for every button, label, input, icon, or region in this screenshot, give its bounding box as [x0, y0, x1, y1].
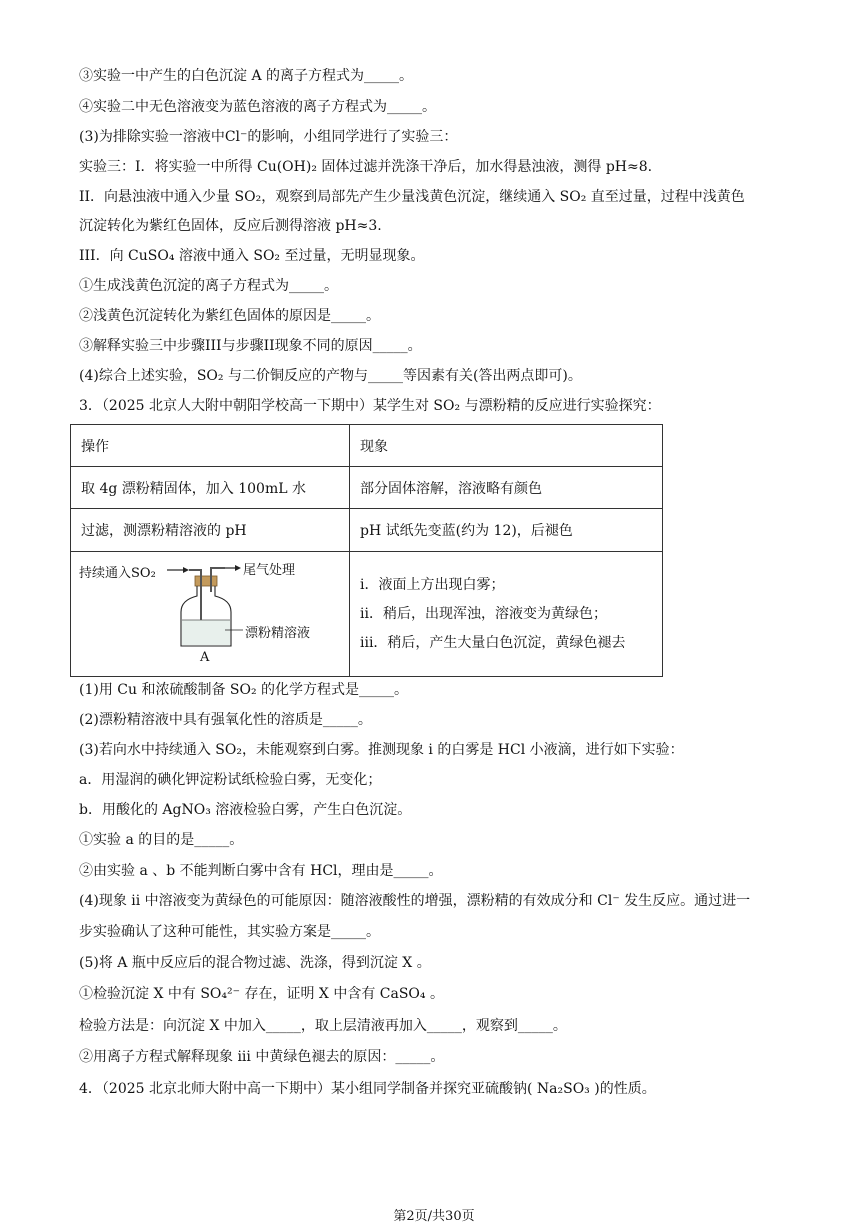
- question-line: ④实验二中无色溶液变为蓝色溶液的离子方程式为_____。: [79, 99, 436, 115]
- question-line: ①生成浅黄色沉淀的离子方程式为_____。: [79, 278, 338, 294]
- apparatus-diagram: [75, 558, 325, 670]
- table-row: [71, 552, 663, 677]
- question-line: (1)用 Cu 和浓硫酸制备 SO₂ 的化学方程式是_____。: [79, 682, 409, 698]
- table-header-operation: 操作: [71, 425, 350, 467]
- page-footer: 第2页/共30页: [393, 1209, 475, 1224]
- table-cell: 部分固体溶解，溶液略有颜色: [350, 467, 663, 509]
- observation-cell: [350, 552, 663, 677]
- question-line: 检验方法是：向沉淀 X 中加入_____，取上层清液再加入_____，观察到_____。: [79, 1018, 567, 1034]
- question-heading: 3．（2025 北京人大附中朝阳学校高一下期中）某学生对 SO₂ 与漂粉精的反应进行实验探究：: [79, 398, 661, 414]
- observation-item: ii．稍后，出现浑浊，溶液变为黄绿色；: [360, 605, 607, 622]
- question-line: (4)综合上述实验，SO₂ 与二价铜反应的产物与_____等因素有关(答出两点即可)。: [79, 368, 582, 384]
- question-line: 沉淀转化为紫红色固体，反应后测得溶液 pH≈3.: [79, 218, 382, 234]
- question-line: b．用酸化的 AgNO₃ 溶液检验白雾，产生白色沉淀。: [79, 802, 412, 818]
- question-line: III．向 CuSO₄ 溶液中通入 SO₂ 至过量，无明显现象。: [79, 248, 425, 264]
- table-cell: 取 4g 漂粉精固体，加入 100mL 水: [71, 467, 350, 509]
- observation-item: iii．稍后，产生大量白色沉淀，黄绿色褪去: [360, 634, 626, 651]
- apparatus-inlet-label: 持续通入SO₂: [79, 566, 156, 581]
- question-line: ③解释实验三中步骤III与步骤II现象不同的原因_____。: [79, 338, 422, 354]
- question-line: (3)为排除实验一溶液中Cl⁻的影响，小组同学进行了实验三：: [79, 129, 458, 145]
- apparatus-cell: [71, 552, 350, 677]
- table-cell: 过滤，测漂粉精溶液的 pH: [71, 509, 350, 552]
- table-row: [71, 509, 663, 552]
- apparatus-outlet-label: 尾气处理: [243, 563, 296, 578]
- apparatus-bottle-label: A: [200, 650, 210, 665]
- question-line: a．用湿润的碘化钾淀粉试纸检验白雾，无变化；: [79, 772, 382, 788]
- question-line: (3)若向水中持续通入 SO₂，未能观察到白雾。推测现象 i 的白雾是 HCl 小液滴，进行如下实验：: [79, 742, 684, 758]
- observation-item: i．液面上方出现白雾；: [360, 576, 505, 593]
- question-line: ①实验 a 的目的是_____。: [79, 832, 244, 848]
- question-line: 步实验确认了这种可能性，其实验方案是_____。: [79, 924, 380, 940]
- question-line: (2)漂粉精溶液中具有强氧化性的溶质是_____。: [79, 712, 372, 728]
- question-line: II．向悬浊液中通入少量 SO₂，观察到局部先产生少量浅黄色沉淀，继续通入 SO₂ 直至过量，过程中浅黄色: [79, 189, 745, 205]
- question-line: ①检验沉淀 X 中有 SO₄²⁻ 存在，证明 X 中含有 CaSO₄ 。: [79, 986, 444, 1002]
- question-line: ②用离子方程式解释现象 iii 中黄绿色褪去的原因：_____。: [79, 1049, 445, 1065]
- table-row: [71, 467, 663, 509]
- question-line: (4)现象 ii 中溶液变为黄绿色的可能原因：随溶液酸性的增强，漂粉精的有效成分和 Cl⁻ 发生反应。通过进一: [79, 893, 751, 909]
- question-line: ②浅黄色沉淀转化为紫红色固体的原因是_____。: [79, 308, 380, 324]
- question-line: 实验三：I．将实验一中所得 Cu(OH)₂ 固体过滤并洗涤干净后，加水得悬浊液，测得 pH≈8.: [79, 159, 653, 175]
- question-line: ③实验一中产生的白色沉淀 A 的离子方程式为_____。: [79, 68, 414, 84]
- table-row: [71, 425, 663, 467]
- question-line: (5)将 A 瓶中反应后的混合物过滤、洗涤，得到沉淀 X 。: [79, 955, 431, 971]
- experiment-table: [70, 424, 663, 677]
- apparatus-solution-label: 漂粉精溶液: [245, 626, 311, 641]
- table-header-observation: 现象: [350, 425, 663, 467]
- question-heading: 4．（2025 北京北师大附中高一下期中）某小组同学制备并探究亚硫酸钠( Na₂SO₃ )的性质。: [79, 1081, 656, 1097]
- table-cell: pH 试纸先变蓝(约为 12)，后褪色: [350, 509, 663, 552]
- question-line: ②由实验 a 、b 不能判断白雾中含有 HCl，理由是_____。: [79, 863, 443, 879]
